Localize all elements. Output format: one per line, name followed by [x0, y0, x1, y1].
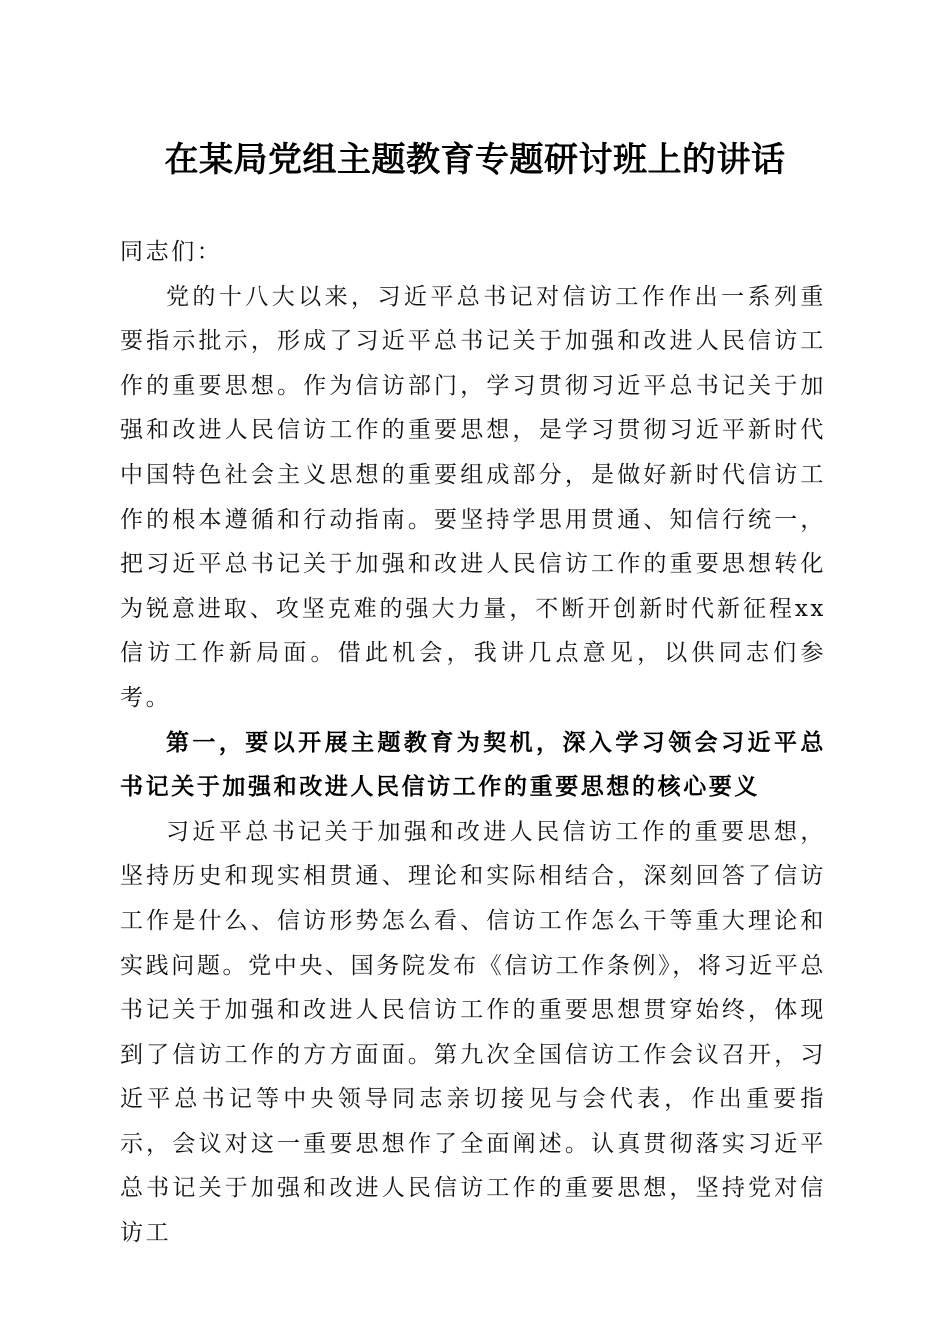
section-heading-first: 第一，要以开展主题教育为契机，深入学习领会习近平总书记关于加强和改进人民信访工作的重要思想的核心要义 — [120, 728, 826, 801]
salutation: 同志们： — [120, 239, 223, 265]
paragraph-first-section: 习近平总书记关于加强和改进人民信访工作的重要思想，坚持历史和现实相贯通、理论和实际相结合，深刻回答了信访工作是什么、信访形势怎么看、信访工作怎么干等重大理论和实践问题。党中央、国务院发布《信访工作条例》，将习近平总书记关于加强和改进人民信访工作的重要思想贯穿始终，体现到了信访工作的方方面面。第九次全国信访工作会议召开，习近平总书记等中央领导同志亲切接见与会代表，作出重要指示，会议对这一重要思想作了全面阐述。认真贯彻落实习近平总书记关于加强和改进人民信访工作的重要思想，坚持党对信访工 — [120, 818, 826, 1247]
document-title: 在某局党组主题教育专题研讨班上的讲话 — [164, 140, 786, 180]
paragraph-intro: 党的十八大以来，习近平总书记对信访工作作出一系列重要指示批示，形成了习近平总书记关于加强和改进人民信访工作的重要思想。作为信访部门，学习贯彻习近平总书记关于加强和改进人民信访工作的重要思想，是学习贯彻习近平新时代中国特色社会主义思想的重要组成部分，是做好新时代信访工作的根本遵循和行动指南。要坚持学思用贯通、知信行统一，把习近平总书记关于加强和改进人民信访工作的重要思想转化为锐意进取、攻坚克难的强大力量，不断开创新时代新征程xx信访工作新局面。借此机会，我讲几点意见，以供同志们参考。 — [120, 283, 826, 711]
document-body — [120, 230, 826, 1256]
